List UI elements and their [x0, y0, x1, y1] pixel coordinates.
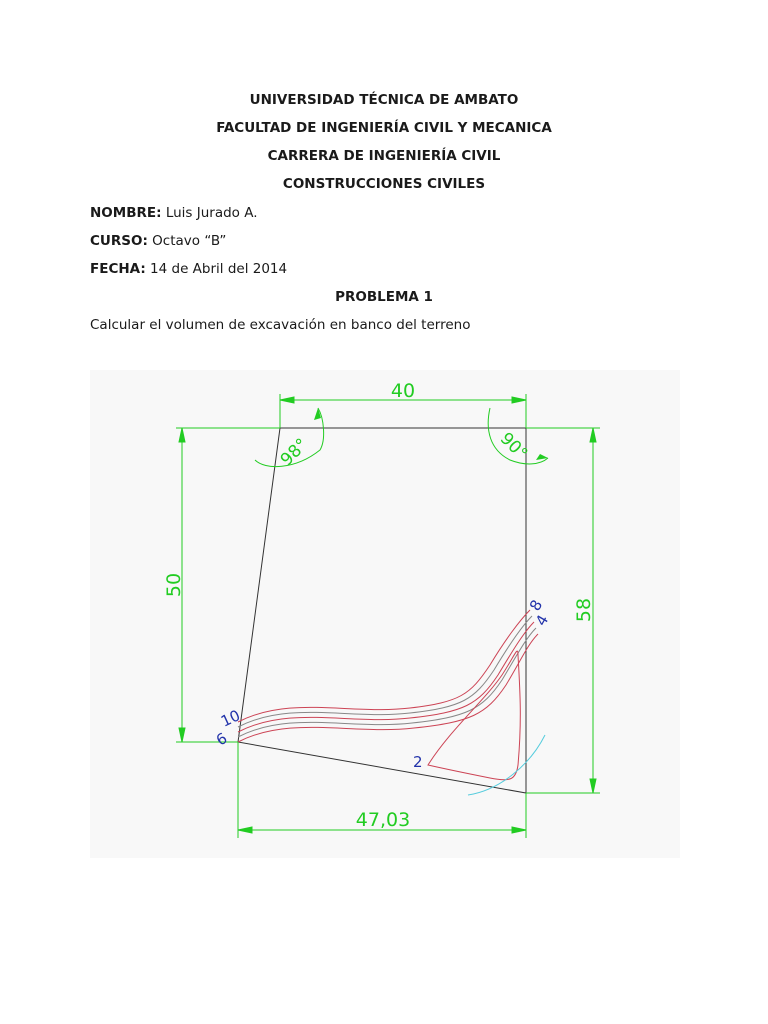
point-label-6: 6: [213, 729, 231, 750]
university-title: UNIVERSIDAD TÉCNICA DE AMBATO: [249, 92, 519, 108]
angle-text-left: 98°: [276, 434, 313, 471]
problem-title: PROBLEMA 1: [335, 289, 433, 305]
course-value: Octavo “B”: [152, 233, 227, 249]
course-title: CONSTRUCCIONES CIVILES: [282, 176, 486, 192]
terrain-drawing: [90, 370, 680, 858]
course-label: CURSO:: [90, 233, 148, 249]
dim-text-bottom: 47,03: [355, 809, 411, 831]
dim-text-right: 58: [573, 597, 595, 623]
point-label-10: 10: [218, 706, 243, 731]
date-value: 14 de Abril del 2014: [150, 261, 288, 277]
terrain-svg: [90, 370, 680, 858]
name-line: [90, 205, 258, 221]
point-label-8: 8: [525, 596, 547, 614]
date-line: [90, 261, 287, 277]
name-value: Luis Jurado A.: [165, 205, 258, 221]
dim-text-left: 50: [163, 572, 185, 598]
faculty-title: FACULTAD DE INGENIERÍA CIVIL Y MECANICA: [216, 120, 552, 136]
name-label: NOMBRE:: [90, 205, 162, 221]
career-title: CARRERA DE INGENIERÍA CIVIL: [267, 148, 501, 164]
point-label-4: 4: [531, 611, 553, 629]
angle-text-right: 90°: [495, 428, 532, 465]
point-label-2: 2: [413, 753, 423, 771]
course-line: [90, 233, 226, 249]
dim-text-top: 40: [390, 380, 416, 402]
problem-statement: Calcular el volumen de excavación en banco del terreno: [90, 317, 471, 333]
date-label: FECHA:: [90, 261, 146, 277]
